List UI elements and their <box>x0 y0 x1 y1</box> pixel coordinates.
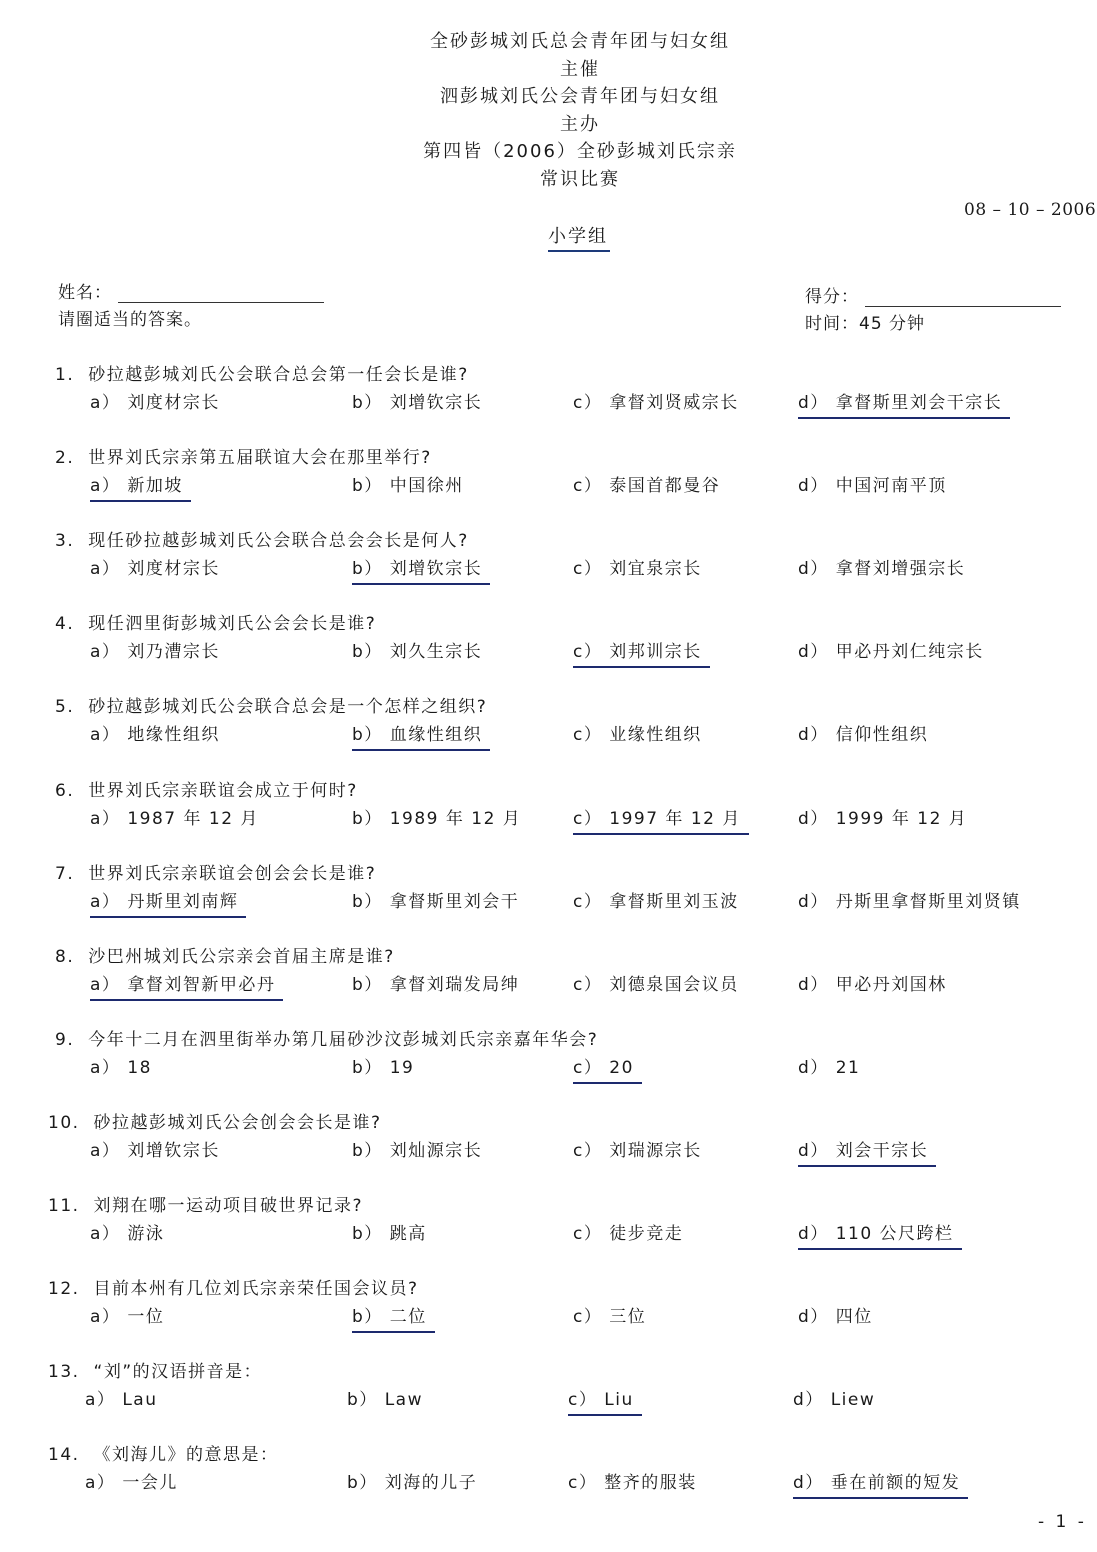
answer-option-c[interactable]: c） 整齐的服装 <box>568 1473 697 1493</box>
question-number: 13. <box>48 1362 80 1382</box>
question-number: 8. <box>55 947 75 967</box>
answer-option-b-selected[interactable]: b） 二位 <box>352 1302 435 1333</box>
score-field <box>805 282 1061 307</box>
document-date: 08 – 10 – 2006 <box>964 200 1097 220</box>
organizer-line: 全砂彭城刘氏总会青年团与妇女组 <box>430 31 730 52</box>
answer-option-c[interactable]: c） 刘德泉国会议员 <box>573 975 739 995</box>
question-prompt: 《刘海儿》的意思是： <box>93 1445 279 1465</box>
category-label: 小学组 <box>548 226 608 247</box>
answer-option-d[interactable]: d） 丹斯里拿督斯里刘贤镇 <box>798 892 1021 912</box>
answer-option-d[interactable]: d） 四位 <box>798 1307 873 1327</box>
question-text <box>55 1025 598 1050</box>
answer-option-c[interactable]: c） 泰国首都曼谷 <box>573 476 721 496</box>
question-prompt: 世界刘氏宗亲联谊会成立于何时? <box>88 781 358 801</box>
answer-option-b[interactable]: b） 刘海的儿子 <box>347 1473 478 1493</box>
host-line: 泗彭城刘氏公会青年团与妇女组 <box>440 86 720 107</box>
answer-option-b[interactable]: b） 跳高 <box>352 1224 427 1244</box>
answer-option-d-selected[interactable]: d） 拿督斯里刘会干宗长 <box>798 388 1010 419</box>
answer-option-a[interactable]: a） 刘乃漕宗长 <box>90 642 220 662</box>
event-subtitle: 常识比赛 <box>540 168 620 190</box>
answer-option-d[interactable]: d） 21 <box>798 1058 861 1078</box>
question-text <box>55 609 376 634</box>
answer-option-a[interactable]: a） 刘度材宗长 <box>90 393 220 413</box>
answer-option-d-selected[interactable]: d） 刘会干宗长 <box>798 1136 936 1167</box>
answer-option-b[interactable]: b） Law <box>347 1390 423 1410</box>
question-prompt: 砂拉越彭城刘氏公会联合总会第一任会长是谁? <box>88 365 469 385</box>
question-prompt: 今年十二月在泗里街举办第几届砂沙汶彭城刘氏宗亲嘉年华会? <box>88 1030 599 1050</box>
answer-option-c-selected[interactable]: c） 20 <box>573 1053 642 1084</box>
answer-option-c[interactable]: c） 拿督刘贤威宗长 <box>573 393 739 413</box>
answer-option-a[interactable]: a） 刘度材宗长 <box>90 559 220 579</box>
answer-option-b-selected[interactable]: b） 刘增钦宗长 <box>352 554 490 585</box>
answer-option-d-selected[interactable]: d） 垂在前额的短发 <box>793 1468 968 1499</box>
question-prompt: 世界刘氏宗亲联谊会创会会长是谁? <box>88 864 377 884</box>
question-text <box>55 859 376 884</box>
question-number: 14. <box>48 1445 80 1465</box>
question-text <box>48 1191 363 1216</box>
question-prompt: 砂拉越彭城刘氏公会创会会长是谁? <box>93 1113 382 1133</box>
question-text <box>55 526 469 551</box>
answer-option-b[interactable]: b） 中国徐州 <box>352 476 464 496</box>
answer-option-a[interactable]: a） 一会儿 <box>85 1473 178 1493</box>
page-number: - 1 - <box>1038 1512 1087 1532</box>
question-prompt: 沙巴州城刘氏公宗亲会首届主席是谁? <box>88 947 395 967</box>
answer-option-a[interactable]: a） Lau <box>85 1390 158 1410</box>
question-number: 6. <box>55 781 75 801</box>
answer-option-b[interactable]: b） 刘久生宗长 <box>352 642 483 662</box>
answer-option-a-selected[interactable]: a） 丹斯里刘南辉 <box>90 887 246 918</box>
question-prompt: 砂拉越彭城刘氏公会联合总会是一个怎样之组织? <box>88 697 488 717</box>
question-prompt: 现任砂拉越彭城刘氏公会联合总会会长是何人? <box>88 531 469 551</box>
answer-option-d[interactable]: d） 信仰性组织 <box>798 725 929 745</box>
host-role: 主办 <box>560 113 600 135</box>
answer-option-b-selected[interactable]: b） 血缘性组织 <box>352 720 490 751</box>
document-header <box>0 28 1097 193</box>
question-number: 11. <box>48 1196 80 1216</box>
question-number: 1. <box>55 365 75 385</box>
answer-option-c[interactable]: c） 拿督斯里刘玉波 <box>573 892 739 912</box>
answer-option-a[interactable]: a） 18 <box>90 1058 152 1078</box>
answer-option-d[interactable]: d） 1999 年 12 月 <box>798 809 968 829</box>
event-title: 第四皆（2006）全砂彭城刘氏宗亲 <box>423 141 737 162</box>
answer-option-b[interactable]: b） 刘灿源宗长 <box>352 1141 483 1161</box>
question-number: 9. <box>55 1030 75 1050</box>
answer-option-a[interactable]: a） 游泳 <box>90 1224 165 1244</box>
time-limit: 时间：45 分钟 <box>805 314 926 334</box>
question-text <box>55 692 487 717</box>
answer-option-b[interactable]: b） 刘增钦宗长 <box>352 393 483 413</box>
category-underline <box>548 250 610 252</box>
score-blank[interactable] <box>865 306 1061 308</box>
instruction-text: 请圈适当的答案。 <box>58 310 202 330</box>
answer-option-a[interactable]: a） 刘增钦宗长 <box>90 1141 220 1161</box>
name-field <box>58 278 324 303</box>
question-prompt: “刘”的汉语拼音是： <box>93 1362 263 1382</box>
question-number: 10. <box>48 1113 80 1133</box>
answer-option-c-selected[interactable]: c） 1997 年 12 月 <box>573 804 749 835</box>
question-text <box>48 1274 419 1299</box>
question-number: 3. <box>55 531 75 551</box>
organizer-role: 主催 <box>560 58 600 80</box>
question-prompt: 现任泗里街彭城刘氏公会会长是谁? <box>88 614 377 634</box>
answer-option-c-selected[interactable]: c） Liu <box>568 1385 642 1416</box>
answer-option-a[interactable]: a） 地缘性组织 <box>90 725 220 745</box>
answer-option-d[interactable]: d） 甲必丹刘仁纯宗长 <box>798 642 984 662</box>
answer-option-d-selected[interactable]: d） 110 公尺跨栏 <box>798 1219 962 1250</box>
answer-option-c-selected[interactable]: c） 刘邦训宗长 <box>573 637 710 668</box>
answer-option-a[interactable]: a） 1987 年 12 月 <box>90 809 259 829</box>
answer-option-d[interactable]: d） 拿督刘增强宗长 <box>798 559 966 579</box>
score-label: 得分： <box>805 287 859 307</box>
question-text <box>55 776 358 801</box>
answer-option-a-selected[interactable]: a） 新加坡 <box>90 471 191 502</box>
question-text <box>48 1108 382 1133</box>
question-number: 5. <box>55 697 75 717</box>
answer-option-d[interactable]: d） 甲必丹刘国林 <box>798 975 947 995</box>
question-number: 12. <box>48 1279 80 1299</box>
answer-option-a-selected[interactable]: a） 拿督刘智新甲必丹 <box>90 970 283 1001</box>
answer-option-b[interactable]: b） 拿督斯里刘会干 <box>352 892 520 912</box>
answer-option-a[interactable]: a） 一位 <box>90 1307 165 1327</box>
answer-option-b[interactable]: b） 19 <box>352 1058 415 1078</box>
question-text <box>55 443 432 468</box>
question-text <box>55 360 469 385</box>
answer-option-c[interactable]: c） 刘瑞源宗长 <box>573 1141 702 1161</box>
question-prompt: 世界刘氏宗亲第五届联谊大会在那里举行? <box>88 448 432 468</box>
answer-option-d[interactable]: d） Liew <box>793 1390 876 1410</box>
question-text <box>48 1440 279 1465</box>
answer-option-c[interactable]: c） 三位 <box>573 1307 647 1327</box>
question-prompt: 目前本州有几位刘氏宗亲荣任国会议员? <box>93 1279 419 1299</box>
answer-option-b[interactable]: b） 拿督刘瑞发局绅 <box>352 975 520 995</box>
answer-option-c[interactable]: c） 徒步竞走 <box>573 1224 684 1244</box>
question-prompt: 刘翔在哪一运动项目破世界记录? <box>93 1196 364 1216</box>
answer-option-c[interactable]: c） 业缘性组织 <box>573 725 702 745</box>
question-number: 7. <box>55 864 75 884</box>
question-text <box>48 1357 262 1382</box>
question-number: 2. <box>55 448 75 468</box>
answer-option-b[interactable]: b） 1989 年 12 月 <box>352 809 522 829</box>
category-title <box>548 222 610 252</box>
answer-option-d[interactable]: d） 中国河南平顶 <box>798 476 947 496</box>
name-blank[interactable] <box>118 302 324 304</box>
question-text <box>55 942 395 967</box>
answer-option-c[interactable]: c） 刘宜泉宗长 <box>573 559 702 579</box>
question-number: 4. <box>55 614 75 634</box>
name-label: 姓名： <box>58 283 112 303</box>
